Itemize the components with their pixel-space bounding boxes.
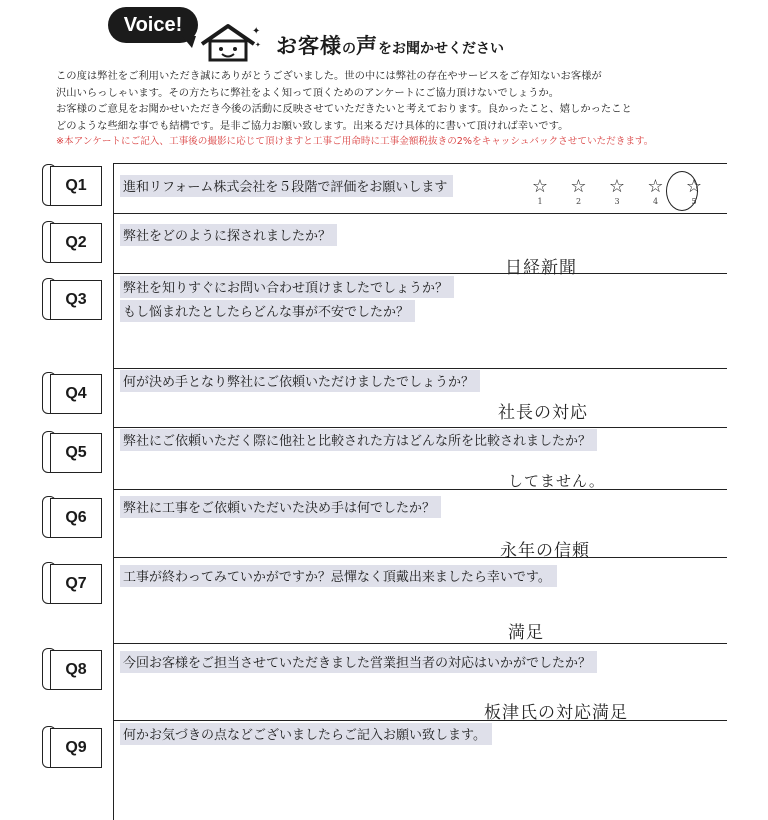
star-icon: ☆ [570, 176, 587, 197]
q1-text: 進和リフォーム株式会社を５段階で評価をお願いします [120, 175, 453, 197]
intro-line: お客様のご意見をお聞かせいただき今後の活動に反映させていただきたいと考えております。良かったこと、嬉しかったこと [56, 103, 632, 115]
q8-answer: 板津氏の対応満足 [484, 703, 628, 723]
star-icon: ☆ [608, 176, 626, 197]
house-icon [198, 22, 262, 62]
star-icon: ☆ [531, 176, 549, 197]
q-label: Q4 [50, 374, 102, 414]
title-part-4: をお聞かせください [378, 41, 504, 57]
star-icon: ☆ [685, 176, 703, 197]
row-divider [114, 368, 727, 369]
q-label: Q5 [50, 433, 102, 473]
q4-text: 何が決め手となり弊社にご依頼いただけましたでしょうか？ [120, 370, 480, 392]
row-divider [114, 643, 727, 644]
intro-text [56, 68, 736, 151]
svg-text:✦: ✦ [255, 41, 261, 49]
row-divider [114, 427, 727, 428]
q6-answer: 永年の信頼 [500, 541, 590, 561]
intro-line: この度は弊社をご利用いただき誠にありがとうございました。世の中には弊社の存在やサービスをご存知ないお客様が [56, 70, 602, 82]
star-number: 5 [691, 197, 697, 206]
svg-text:✦: ✦ [252, 26, 261, 37]
q7-text: 工事が終わってみていかがですか？忌憚なく頂戴出来ましたら幸いです。 [120, 565, 557, 587]
star-1[interactable] [522, 177, 558, 207]
q7-answer: 満足 [508, 623, 544, 643]
intro-line: 沢山いらっしゃいます。その方たちに弊社をよく知って頂くためのアンケートにご協力頂けないでしょうか。 [56, 86, 560, 99]
q-label: Q2 [50, 223, 102, 263]
row-divider [114, 163, 727, 164]
q6-text: 弊社に工事をご依頼いただいた決め手は何でしたか？ [120, 496, 441, 518]
q-label: Q6 [50, 498, 102, 538]
row-divider [114, 720, 727, 721]
q-label: Q3 [50, 280, 102, 320]
q8-text: 今回お客様をご担当させていただきました営業担当者の対応はいかがでしたか？ [120, 651, 597, 673]
voice-label: Voice! [123, 13, 183, 36]
row-divider [114, 273, 727, 274]
voice-badge-tail [182, 36, 196, 48]
q3-text-line2: もし悩まれたとしたらどんな事が不安でしたか？ [120, 300, 415, 322]
row-divider [114, 489, 727, 490]
q-label: Q7 [50, 564, 102, 604]
title-part-3: 声 [356, 34, 378, 58]
q2-answer: 日経新聞 [505, 258, 577, 278]
star-number: 3 [614, 197, 620, 206]
title-part-2: の [342, 41, 356, 57]
row-divider [114, 557, 727, 558]
star-number: 1 [537, 197, 543, 206]
q-label: Q1 [50, 166, 102, 206]
star-2[interactable] [561, 177, 597, 207]
question-table [113, 163, 727, 820]
q4-answer: 社長の対応 [498, 403, 588, 423]
q5-text: 弊社にご依頼いただく際に他社と比較された方はどんな所を比較されましたか？ [120, 429, 597, 451]
intro-line: どのような些細な事でも結構です。是非ご協力お願い致します。出来るだけ具体的に書いて頂ければ幸いです。 [56, 119, 569, 132]
star-icon: ☆ [647, 176, 664, 197]
q9-text: 何かお気づきの点などございましたらご記入お願い致します。 [120, 723, 492, 745]
selected-rating-circle [666, 171, 698, 211]
q-label: Q8 [50, 650, 102, 690]
star-3[interactable] [599, 177, 635, 207]
star-number: 4 [652, 197, 659, 206]
cashback-notice: ※本アンケートにご記入、工事後の撮影に応じて頂けますと工事ご用命時に工事金額税抜きの2%をキャッシュバックさせていただきます。 [56, 136, 654, 147]
title-part-1: お客様 [276, 34, 342, 58]
page-title [276, 30, 504, 60]
row-divider [114, 213, 727, 214]
q5-answer: してません。 [508, 472, 605, 490]
star-number: 2 [575, 197, 582, 206]
q2-text: 弊社をどのように探されましたか？ [120, 224, 337, 246]
q3-text: 弊社を知りすぐにお問い合わせ頂けましたでしょうか？ [120, 276, 454, 298]
q-label: Q9 [50, 728, 102, 768]
